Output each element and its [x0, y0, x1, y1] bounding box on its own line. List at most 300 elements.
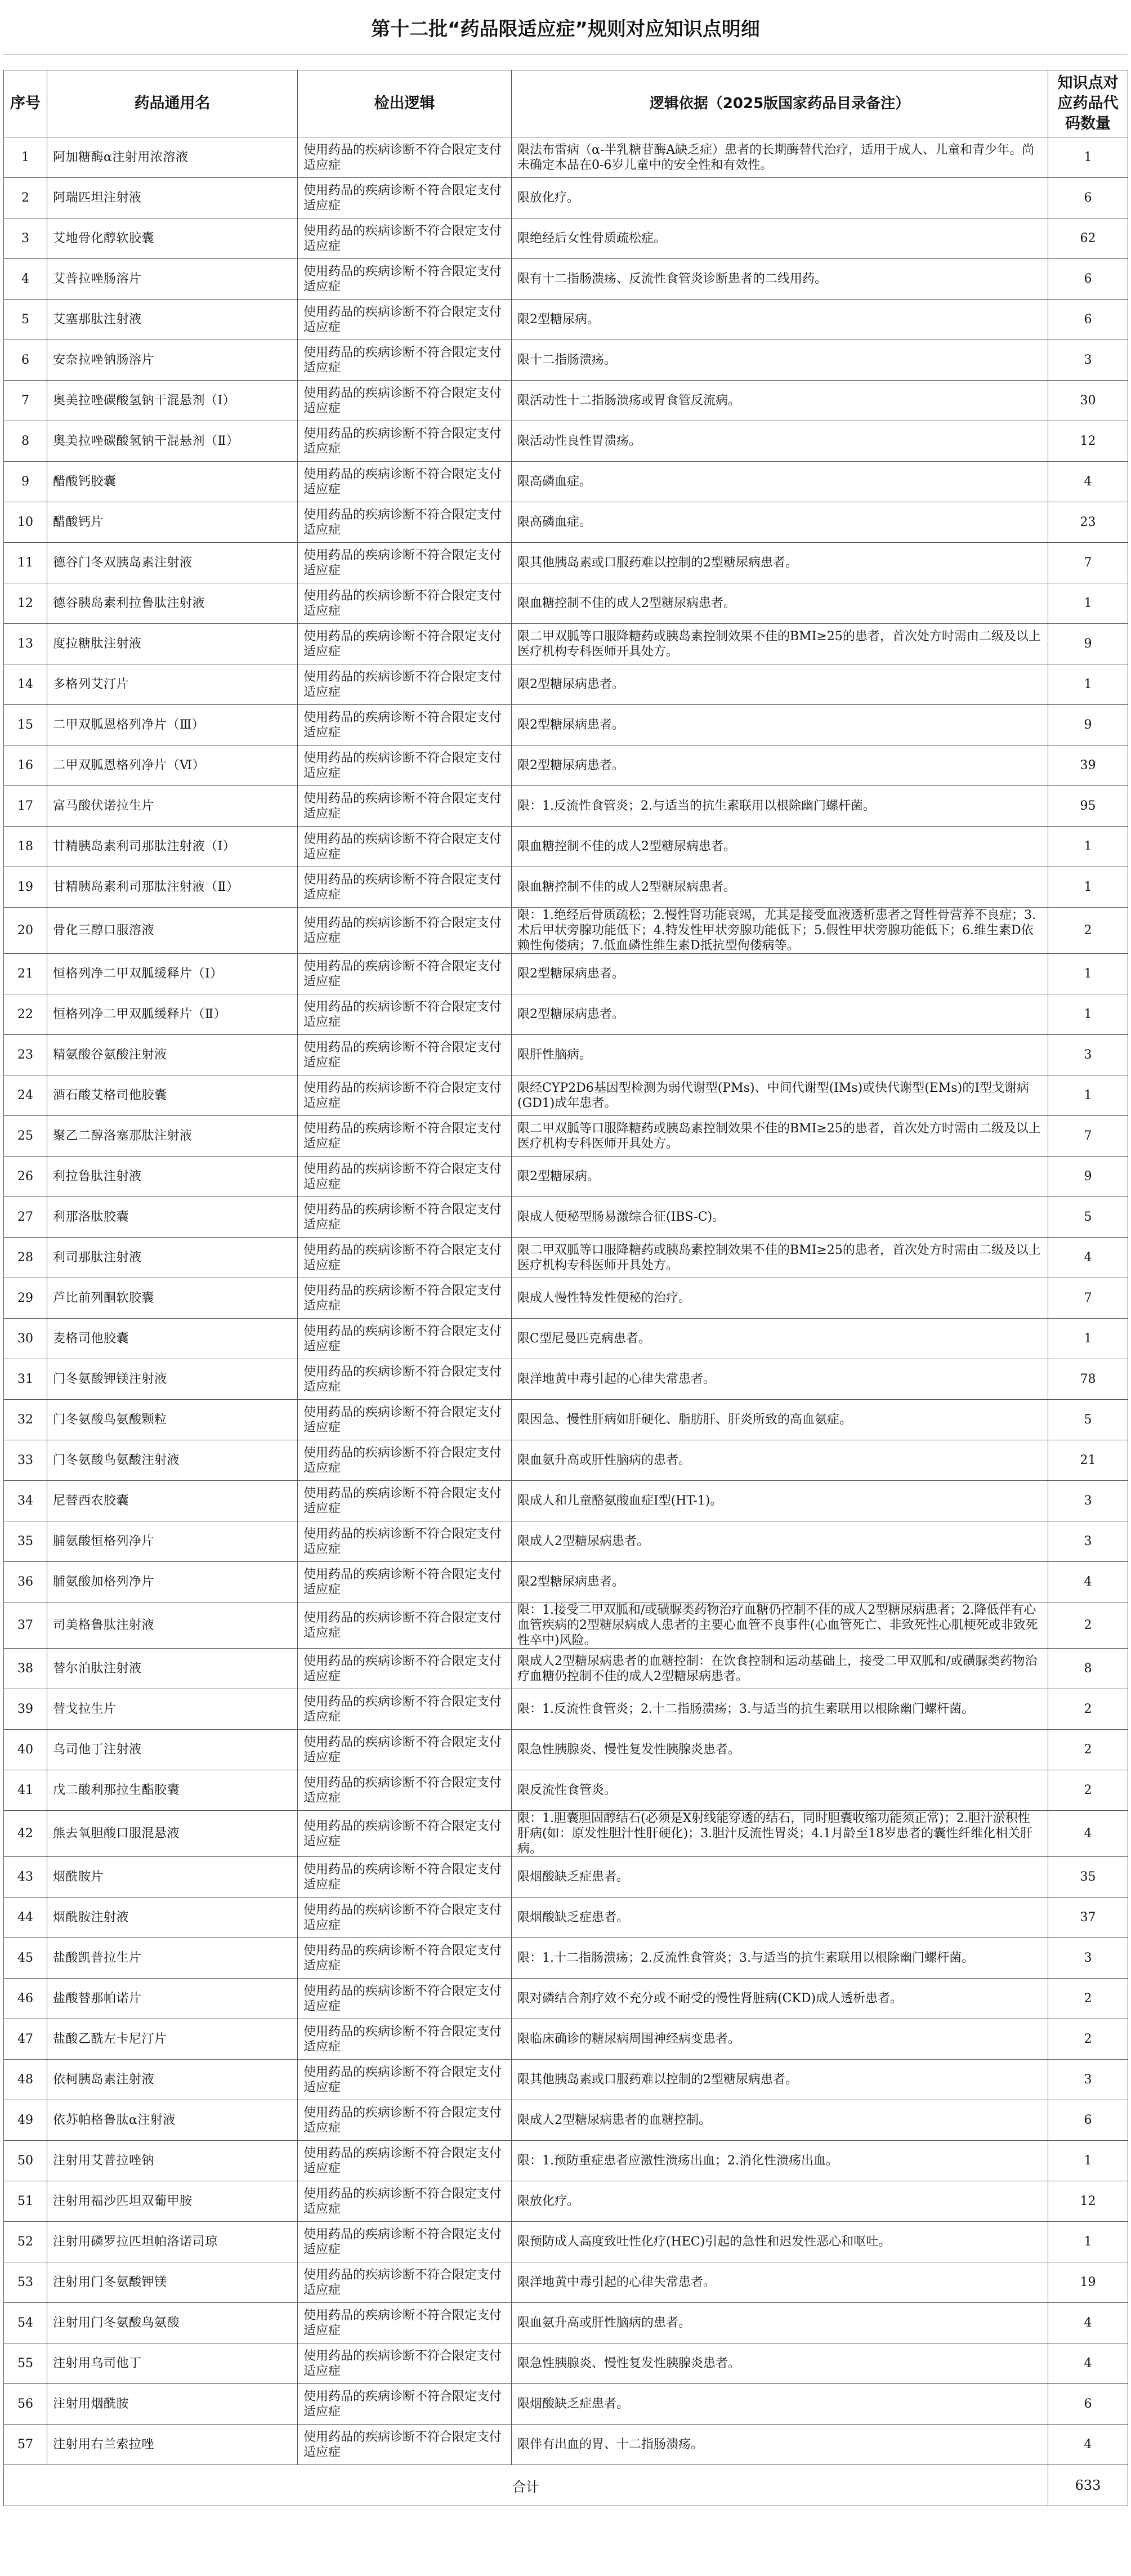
table-row [4, 1938, 1128, 1979]
row-number: 39 [4, 1689, 47, 1730]
drug-name: 注射用烟酰胺 [47, 2384, 298, 2425]
code-count: 3 [1048, 340, 1128, 381]
code-count: 2 [1048, 1689, 1128, 1730]
rule-table [3, 70, 1128, 2506]
table-row [4, 2303, 1128, 2343]
logic-basis: 限成人2型糖尿病患者的血糖控制。 [512, 2100, 1048, 2141]
table-row [4, 1562, 1128, 1602]
row-number: 50 [4, 2141, 47, 2181]
logic-basis: 限洋地黄中毒引起的心律失常患者。 [512, 2262, 1048, 2303]
check-logic: 使用药品的疾病诊断不符合限定支付适应症 [298, 462, 512, 502]
table-row [4, 2060, 1128, 2100]
drug-name: 注射用门冬氨酸钾镁 [47, 2262, 298, 2303]
check-logic: 使用药品的疾病诊断不符合限定支付适应症 [298, 994, 512, 1035]
drug-name: 门冬氨酸鸟氨酸注射液 [47, 1440, 298, 1481]
drug-name: 利司那肽注射液 [47, 1238, 298, 1278]
code-count: 6 [1048, 178, 1128, 218]
check-logic: 使用药品的疾病诊断不符合限定支付适应症 [298, 745, 512, 786]
table-row [4, 340, 1128, 381]
drug-name: 奥美拉唑碳酸氢钠干混悬剂（Ⅱ） [47, 421, 298, 462]
check-logic: 使用药品的疾病诊断不符合限定支付适应症 [298, 705, 512, 745]
code-count: 1 [1048, 2222, 1128, 2262]
check-logic: 使用药品的疾病诊断不符合限定支付适应症 [298, 1278, 512, 1319]
check-logic: 使用药品的疾病诊断不符合限定支付适应症 [298, 954, 512, 994]
logic-basis: 限2型糖尿病患者。 [512, 664, 1048, 705]
row-number: 31 [4, 1359, 47, 1400]
code-count: 7 [1048, 1278, 1128, 1319]
code-count: 2 [1048, 1770, 1128, 1811]
drug-name: 乌司他丁注射液 [47, 1730, 298, 1770]
table-row [4, 827, 1128, 867]
check-logic: 使用药品的疾病诊断不符合限定支付适应症 [298, 2303, 512, 2343]
row-number: 42 [4, 1811, 47, 1857]
check-logic: 使用药品的疾病诊断不符合限定支付适应症 [298, 1197, 512, 1238]
row-number: 44 [4, 1898, 47, 1938]
logic-basis: 限二甲双胍等口服降糖药或胰岛素控制效果不佳的BMI≥25的患者，首次处方时需由二级及以上医疗机构专科医师开具处方。 [512, 1238, 1048, 1278]
drug-name: 替戈拉生片 [47, 1689, 298, 1730]
table-row [4, 1238, 1128, 1278]
drug-name: 利那洛肽胶囊 [47, 1197, 298, 1238]
logic-basis: 限临床确诊的糖尿病周围神经病变患者。 [512, 2019, 1048, 2060]
logic-basis: 限预防成人高度致吐性化疗(HEC)引起的急性和迟发性恶心和呕吐。 [512, 2222, 1048, 2262]
check-logic: 使用药品的疾病诊断不符合限定支付适应症 [298, 1116, 512, 1157]
code-count: 3 [1048, 2060, 1128, 2100]
code-count: 5 [1048, 1400, 1128, 1440]
check-logic: 使用药品的疾病诊断不符合限定支付适应症 [298, 1730, 512, 1770]
drug-name: 奥美拉唑碳酸氢钠干混悬剂（Ⅰ） [47, 381, 298, 421]
check-logic: 使用药品的疾病诊断不符合限定支付适应症 [298, 1979, 512, 2019]
row-number: 43 [4, 1857, 47, 1898]
check-logic: 使用药品的疾病诊断不符合限定支付适应症 [298, 1157, 512, 1197]
logic-basis: 限高磷血症。 [512, 502, 1048, 543]
check-logic: 使用药品的疾病诊断不符合限定支付适应症 [298, 2343, 512, 2384]
row-number: 33 [4, 1440, 47, 1481]
logic-basis: 限血氨升高或肝性脑病的患者。 [512, 1440, 1048, 1481]
check-logic: 使用药品的疾病诊断不符合限定支付适应症 [298, 2060, 512, 2100]
drug-name: 聚乙二醇洛塞那肽注射液 [47, 1116, 298, 1157]
table-row [4, 137, 1128, 178]
table-row [4, 664, 1128, 705]
row-number: 26 [4, 1157, 47, 1197]
header-check: 检出逻辑 [298, 70, 512, 137]
code-count: 1 [1048, 2141, 1128, 2181]
table-row [4, 1075, 1128, 1116]
check-logic: 使用药品的疾病诊断不符合限定支付适应症 [298, 1075, 512, 1116]
row-number: 48 [4, 2060, 47, 2100]
table-row [4, 218, 1128, 259]
code-count: 62 [1048, 218, 1128, 259]
table-row [4, 2019, 1128, 2060]
code-count: 6 [1048, 2100, 1128, 2141]
check-logic: 使用药品的疾病诊断不符合限定支付适应症 [298, 218, 512, 259]
drug-name: 甘精胰岛素利司那肽注射液（Ⅰ） [47, 827, 298, 867]
check-logic: 使用药品的疾病诊断不符合限定支付适应症 [298, 1521, 512, 1562]
drug-name: 艾地骨化醇软胶囊 [47, 218, 298, 259]
title-spacer [3, 54, 1128, 70]
logic-basis: 限烟酸缺乏症患者。 [512, 1898, 1048, 1938]
code-count: 1 [1048, 583, 1128, 624]
row-number: 52 [4, 2222, 47, 2262]
code-count: 7 [1048, 1116, 1128, 1157]
drug-name: 芦比前列酮软胶囊 [47, 1278, 298, 1319]
code-count: 6 [1048, 259, 1128, 300]
logic-basis: 限C型尼曼匹克病患者。 [512, 1319, 1048, 1359]
table-row [4, 421, 1128, 462]
row-number: 21 [4, 954, 47, 994]
header-no: 序号 [4, 70, 47, 137]
logic-basis: 限2型糖尿病患者。 [512, 1562, 1048, 1602]
table-row [4, 543, 1128, 583]
check-logic: 使用药品的疾病诊断不符合限定支付适应症 [298, 1440, 512, 1481]
table-row [4, 259, 1128, 300]
check-logic: 使用药品的疾病诊断不符合限定支付适应症 [298, 1035, 512, 1075]
drug-name: 戊二酸利那拉生酯胶囊 [47, 1770, 298, 1811]
code-count: 1 [1048, 1075, 1128, 1116]
check-logic: 使用药品的疾病诊断不符合限定支付适应症 [298, 1602, 512, 1649]
row-number: 36 [4, 1562, 47, 1602]
code-count: 1 [1048, 1319, 1128, 1359]
check-logic: 使用药品的疾病诊断不符合限定支付适应症 [298, 1649, 512, 1689]
logic-basis: 限有十二指肠溃疡、反流性食管炎诊断患者的二线用药。 [512, 259, 1048, 300]
row-number: 51 [4, 2181, 47, 2222]
drug-name: 依柯胰岛素注射液 [47, 2060, 298, 2100]
check-logic: 使用药品的疾病诊断不符合限定支付适应症 [298, 908, 512, 954]
drug-name: 骨化三醇口服溶液 [47, 908, 298, 954]
table-row [4, 2425, 1128, 2465]
drug-name: 注射用艾普拉唑钠 [47, 2141, 298, 2181]
drug-name: 甘精胰岛素利司那肽注射液（Ⅱ） [47, 867, 298, 908]
code-count: 1 [1048, 994, 1128, 1035]
drug-name: 依苏帕格鲁肽α注射液 [47, 2100, 298, 2141]
table-row [4, 994, 1128, 1035]
check-logic: 使用药品的疾病诊断不符合限定支付适应症 [298, 1400, 512, 1440]
logic-basis: 限伴有出血的胃、十二指肠溃疡。 [512, 2425, 1048, 2465]
code-count: 1 [1048, 827, 1128, 867]
header-basis: 逻辑依据（2025版国家药品目录备注） [512, 70, 1048, 137]
code-count: 2 [1048, 1730, 1128, 1770]
logic-basis: 限因急、慢性肝病如肝硬化、脂肪肝、肝炎所致的高血氨症。 [512, 1400, 1048, 1440]
row-number: 7 [4, 381, 47, 421]
logic-basis: 限活动性十二指肠溃疡或胃食管反流病。 [512, 381, 1048, 421]
table-header-row [4, 70, 1128, 137]
table-row [4, 300, 1128, 340]
drug-name: 德谷门冬双胰岛素注射液 [47, 543, 298, 583]
logic-basis: 限烟酸缺乏症患者。 [512, 1857, 1048, 1898]
row-number: 30 [4, 1319, 47, 1359]
code-count: 78 [1048, 1359, 1128, 1400]
code-count: 95 [1048, 786, 1128, 827]
drug-name: 安奈拉唑钠肠溶片 [47, 340, 298, 381]
drug-name: 替尔泊肽注射液 [47, 1649, 298, 1689]
table-row [4, 178, 1128, 218]
table-row [4, 1979, 1128, 2019]
code-count: 19 [1048, 2262, 1128, 2303]
table-row [4, 462, 1128, 502]
table-row [4, 2100, 1128, 2141]
drug-name: 富马酸伏诺拉生片 [47, 786, 298, 827]
check-logic: 使用药品的疾病诊断不符合限定支付适应症 [298, 2425, 512, 2465]
logic-basis: 限对磷结合剂疗效不充分或不耐受的慢性肾脏病(CKD)成人透析患者。 [512, 1979, 1048, 2019]
check-logic: 使用药品的疾病诊断不符合限定支付适应症 [298, 2141, 512, 2181]
check-logic: 使用药品的疾病诊断不符合限定支付适应症 [298, 1562, 512, 1602]
logic-basis: 限高磷血症。 [512, 462, 1048, 502]
check-logic: 使用药品的疾病诊断不符合限定支付适应症 [298, 2181, 512, 2222]
drug-name: 二甲双胍恩格列净片（Ⅵ） [47, 745, 298, 786]
table-row [4, 2141, 1128, 2181]
logic-basis: 限绝经后女性骨质疏松症。 [512, 218, 1048, 259]
table-row [4, 381, 1128, 421]
check-logic: 使用药品的疾病诊断不符合限定支付适应症 [298, 502, 512, 543]
row-number: 9 [4, 462, 47, 502]
code-count: 9 [1048, 1157, 1128, 1197]
row-number: 6 [4, 340, 47, 381]
logic-basis: 限血氨升高或肝性脑病的患者。 [512, 2303, 1048, 2343]
row-number: 19 [4, 867, 47, 908]
total-label: 合计 [4, 2465, 1048, 2506]
code-count: 4 [1048, 2303, 1128, 2343]
code-count: 8 [1048, 1649, 1128, 1689]
logic-basis: 限二甲双胍等口服降糖药或胰岛素控制效果不佳的BMI≥25的患者，首次处方时需由二级及以上医疗机构专科医师开具处方。 [512, 1116, 1048, 1157]
row-number: 47 [4, 2019, 47, 2060]
drug-name: 熊去氧胆酸口服混悬液 [47, 1811, 298, 1857]
logic-basis: 限法布雷病（α-半乳糖苷酶A缺乏症）患者的长期酶替代治疗，适用于成人、儿童和青少年。尚未确定本品在0-6岁儿童中的安全性和有效性。 [512, 137, 1048, 178]
drug-name: 盐酸替那帕诺片 [47, 1979, 298, 2019]
row-number: 14 [4, 664, 47, 705]
table-row [4, 786, 1128, 827]
logic-basis: 限2型糖尿病。 [512, 1157, 1048, 1197]
logic-basis: 限：1.反流性食管炎；2.十二指肠溃疡；3.与适当的抗生素联用以根除幽门螺杆菌。 [512, 1689, 1048, 1730]
header-count: 知识点对应药品代码数量 [1048, 70, 1128, 137]
logic-basis: 限成人慢性特发性便秘的治疗。 [512, 1278, 1048, 1319]
check-logic: 使用药品的疾病诊断不符合限定支付适应症 [298, 381, 512, 421]
table-row [4, 1278, 1128, 1319]
row-number: 22 [4, 994, 47, 1035]
code-count: 7 [1048, 543, 1128, 583]
logic-basis: 限血糖控制不佳的成人2型糖尿病患者。 [512, 827, 1048, 867]
check-logic: 使用药品的疾病诊断不符合限定支付适应症 [298, 583, 512, 624]
table-row [4, 2181, 1128, 2222]
logic-basis: 限2型糖尿病患者。 [512, 705, 1048, 745]
drug-name: 艾普拉唑肠溶片 [47, 259, 298, 300]
row-number: 40 [4, 1730, 47, 1770]
row-number: 41 [4, 1770, 47, 1811]
code-count: 4 [1048, 2425, 1128, 2465]
table-row [4, 502, 1128, 543]
logic-basis: 限2型糖尿病患者。 [512, 954, 1048, 994]
code-count: 3 [1048, 1035, 1128, 1075]
check-logic: 使用药品的疾病诊断不符合限定支付适应症 [298, 2222, 512, 2262]
check-logic: 使用药品的疾病诊断不符合限定支付适应症 [298, 1689, 512, 1730]
table-row [4, 583, 1128, 624]
drug-name: 注射用门冬氨酸鸟氨酸 [47, 2303, 298, 2343]
drug-name: 酒石酸艾格司他胶囊 [47, 1075, 298, 1116]
drug-name: 醋酸钙胶囊 [47, 462, 298, 502]
check-logic: 使用药品的疾病诊断不符合限定支付适应症 [298, 421, 512, 462]
row-number: 3 [4, 218, 47, 259]
logic-basis: 限肝性脑病。 [512, 1035, 1048, 1075]
row-number: 23 [4, 1035, 47, 1075]
drug-name: 门冬氨酸鸟氨酸颗粒 [47, 1400, 298, 1440]
total-count: 633 [1048, 2465, 1128, 2506]
row-number: 10 [4, 502, 47, 543]
logic-basis: 限血糖控制不佳的成人2型糖尿病患者。 [512, 867, 1048, 908]
logic-basis: 限2型糖尿病患者。 [512, 994, 1048, 1035]
row-number: 16 [4, 745, 47, 786]
logic-basis: 限二甲双胍等口服降糖药或胰岛素控制效果不佳的BMI≥25的患者，首次处方时需由二级及以上医疗机构专科医师开具处方。 [512, 624, 1048, 664]
table-row [4, 705, 1128, 745]
check-logic: 使用药品的疾病诊断不符合限定支付适应症 [298, 2262, 512, 2303]
logic-basis: 限：1.十二指肠溃疡；2.反流性食管炎；3.与适当的抗生素联用以根除幽门螺杆菌。 [512, 1938, 1048, 1979]
table-row [4, 867, 1128, 908]
drug-name: 注射用磷罗拉匹坦帕洛诺司琼 [47, 2222, 298, 2262]
row-number: 35 [4, 1521, 47, 1562]
logic-basis: 限血糖控制不佳的成人2型糖尿病患者。 [512, 583, 1048, 624]
drug-name: 度拉糖肽注射液 [47, 624, 298, 664]
row-number: 28 [4, 1238, 47, 1278]
table-row [4, 2222, 1128, 2262]
code-count: 5 [1048, 1197, 1128, 1238]
code-count: 3 [1048, 1521, 1128, 1562]
code-count: 12 [1048, 421, 1128, 462]
row-number: 11 [4, 543, 47, 583]
code-count: 6 [1048, 2384, 1128, 2425]
check-logic: 使用药品的疾病诊断不符合限定支付适应症 [298, 1481, 512, 1521]
code-count: 2 [1048, 1979, 1128, 2019]
row-number: 34 [4, 1481, 47, 1521]
check-logic: 使用药品的疾病诊断不符合限定支付适应症 [298, 137, 512, 178]
code-count: 1 [1048, 664, 1128, 705]
row-number: 54 [4, 2303, 47, 2343]
logic-basis: 限反流性食管炎。 [512, 1770, 1048, 1811]
page-title: 第十二批“药品限适应症”规则对应知识点明细 [371, 17, 760, 41]
code-count: 4 [1048, 1238, 1128, 1278]
table-row [4, 1649, 1128, 1689]
code-count: 37 [1048, 1898, 1128, 1938]
logic-basis: 限：1.反流性食管炎；2.与适当的抗生素联用以根除幽门螺杆菌。 [512, 786, 1048, 827]
drug-name: 麦格司他胶囊 [47, 1319, 298, 1359]
code-count: 2 [1048, 2019, 1128, 2060]
row-number: 55 [4, 2343, 47, 2384]
logic-basis: 限放化疗。 [512, 2181, 1048, 2222]
row-number: 4 [4, 259, 47, 300]
code-count: 9 [1048, 705, 1128, 745]
check-logic: 使用药品的疾病诊断不符合限定支付适应症 [298, 2100, 512, 2141]
total-row [4, 2465, 1128, 2506]
drug-name: 德谷胰岛素利拉鲁肽注射液 [47, 583, 298, 624]
check-logic: 使用药品的疾病诊断不符合限定支付适应症 [298, 1898, 512, 1938]
check-logic: 使用药品的疾病诊断不符合限定支付适应症 [298, 827, 512, 867]
code-count: 1 [1048, 137, 1128, 178]
table-row [4, 1521, 1128, 1562]
table-row [4, 1400, 1128, 1440]
check-logic: 使用药品的疾病诊断不符合限定支付适应症 [298, 786, 512, 827]
code-count: 4 [1048, 462, 1128, 502]
logic-basis: 限放化疗。 [512, 178, 1048, 218]
table-row [4, 1157, 1128, 1197]
table-row [4, 1811, 1128, 1857]
row-number: 46 [4, 1979, 47, 2019]
table-row [4, 745, 1128, 786]
row-number: 24 [4, 1075, 47, 1116]
code-count: 2 [1048, 1602, 1128, 1649]
table-row [4, 1602, 1128, 1649]
check-logic: 使用药品的疾病诊断不符合限定支付适应症 [298, 2019, 512, 2060]
row-number: 37 [4, 1602, 47, 1649]
check-logic: 使用药品的疾病诊断不符合限定支付适应症 [298, 543, 512, 583]
logic-basis: 限其他胰岛素或口服药难以控制的2型糖尿病患者。 [512, 2060, 1048, 2100]
row-number: 29 [4, 1278, 47, 1319]
code-count: 30 [1048, 381, 1128, 421]
logic-basis: 限：1.胆囊胆固醇结石(必须是X射线能穿透的结石，同时胆囊收缩功能须正常)；2.胆汁淤积性肝病(如：原发性胆汁性肝硬化)；3.胆汁反流性胃炎；4.1月龄至18岁患者的囊性纤维化相关肝病。 [512, 1811, 1048, 1857]
drug-name: 利拉鲁肽注射液 [47, 1157, 298, 1197]
drug-name: 门冬氨酸钾镁注射液 [47, 1359, 298, 1400]
check-logic: 使用药品的疾病诊断不符合限定支付适应症 [298, 1238, 512, 1278]
table-row [4, 1197, 1128, 1238]
table-row [4, 1857, 1128, 1898]
logic-basis: 限十二指肠溃疡。 [512, 340, 1048, 381]
table-row [4, 624, 1128, 664]
table-row [4, 1319, 1128, 1359]
table-row [4, 1770, 1128, 1811]
logic-basis: 限成人2型糖尿病患者的血糖控制：在饮食控制和运动基础上，接受二甲双胍和/或磺脲类药物治疗血糖仍控制不佳的成人2型糖尿病患者。 [512, 1649, 1048, 1689]
drug-name: 注射用乌司他丁 [47, 2343, 298, 2384]
check-logic: 使用药品的疾病诊断不符合限定支付适应症 [298, 1319, 512, 1359]
row-number: 32 [4, 1400, 47, 1440]
logic-basis: 限成人2型糖尿病患者。 [512, 1521, 1048, 1562]
code-count: 6 [1048, 300, 1128, 340]
row-number: 15 [4, 705, 47, 745]
table-row [4, 2384, 1128, 2425]
code-count: 1 [1048, 867, 1128, 908]
code-count: 2 [1048, 908, 1128, 954]
check-logic: 使用药品的疾病诊断不符合限定支付适应症 [298, 1857, 512, 1898]
table-row [4, 1440, 1128, 1481]
row-number: 53 [4, 2262, 47, 2303]
row-number: 13 [4, 624, 47, 664]
drug-name: 恒格列净二甲双胍缓释片（Ⅱ） [47, 994, 298, 1035]
table-row [4, 1730, 1128, 1770]
drug-name: 艾塞那肽注射液 [47, 300, 298, 340]
row-number: 25 [4, 1116, 47, 1157]
table-row [4, 1481, 1128, 1521]
row-number: 1 [4, 137, 47, 178]
drug-name: 烟酰胺片 [47, 1857, 298, 1898]
check-logic: 使用药品的疾病诊断不符合限定支付适应症 [298, 178, 512, 218]
drug-name: 精氨酸谷氨酸注射液 [47, 1035, 298, 1075]
logic-basis: 限：1.预防重症患者应激性溃疡出血；2.消化性溃疡出血。 [512, 2141, 1048, 2181]
code-count: 23 [1048, 502, 1128, 543]
check-logic: 使用药品的疾病诊断不符合限定支付适应症 [298, 624, 512, 664]
code-count: 9 [1048, 624, 1128, 664]
check-logic: 使用药品的疾病诊断不符合限定支付适应症 [298, 1811, 512, 1857]
code-count: 3 [1048, 1938, 1128, 1979]
drug-name: 盐酸乙酰左卡尼汀片 [47, 2019, 298, 2060]
drug-name: 醋酸钙片 [47, 502, 298, 543]
header-name: 药品通用名 [47, 70, 298, 137]
row-number: 27 [4, 1197, 47, 1238]
table-row [4, 1359, 1128, 1400]
logic-basis: 限洋地黄中毒引起的心律失常患者。 [512, 1359, 1048, 1400]
table-row [4, 2343, 1128, 2384]
drug-name: 脯氨酸加格列净片 [47, 1562, 298, 1602]
code-count: 21 [1048, 1440, 1128, 1481]
drug-name: 恒格列净二甲双胍缓释片（Ⅰ） [47, 954, 298, 994]
table-row [4, 1116, 1128, 1157]
row-number: 2 [4, 178, 47, 218]
code-count: 4 [1048, 1811, 1128, 1857]
table-row [4, 2262, 1128, 2303]
code-count: 4 [1048, 1562, 1128, 1602]
